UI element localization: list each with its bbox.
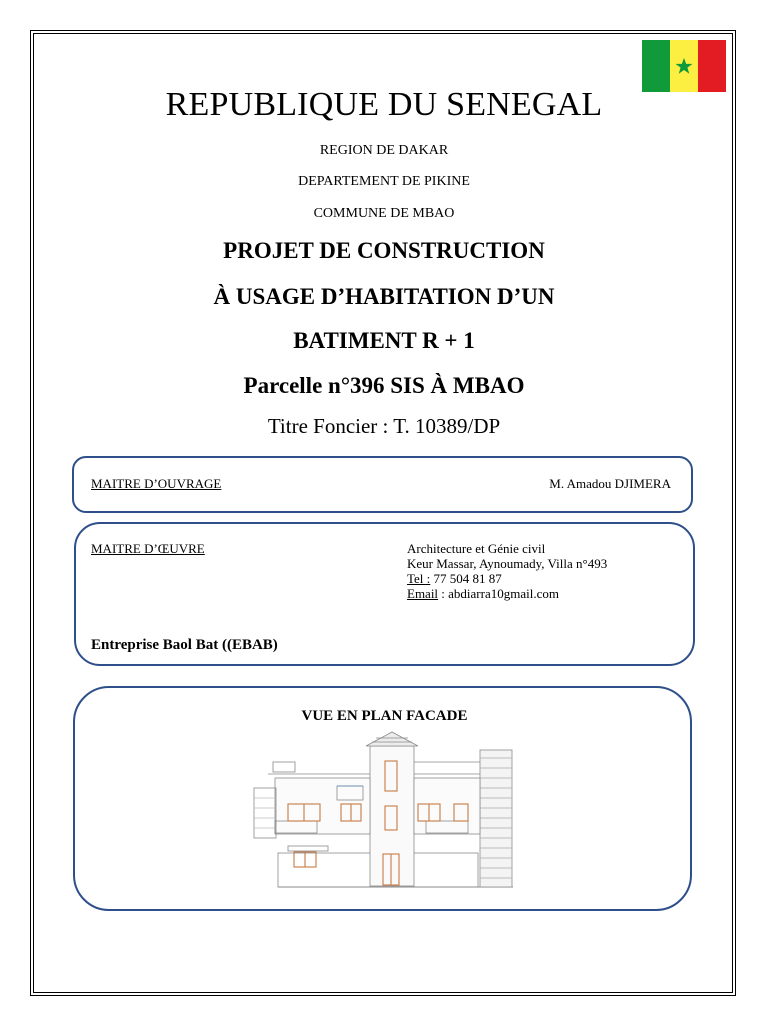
oeuvre-discipline: Architecture et Génie civil [407, 541, 546, 556]
email-label: Email [407, 586, 439, 601]
facade-drawing [248, 728, 520, 888]
phone-label: Tel : [407, 571, 431, 586]
phone-value: 77 504 81 87 [430, 571, 502, 586]
email-value: : abdiarra10gmail.com [438, 586, 559, 601]
project-title-line2: À USAGE D’HABITATION D’UN [213, 284, 555, 309]
region-label: REGION DE DAKAR [319, 143, 449, 158]
country-title: REPUBLIQUE DU SENEGAL [165, 86, 603, 123]
commune-label: COMMUNE DE MBAO [313, 206, 455, 221]
maitre-ouvrage-box [72, 456, 693, 513]
department-label: DEPARTEMENT DE PIKINE [298, 174, 470, 189]
flag-yellow-band [670, 40, 698, 92]
senegal-flag-icon [642, 40, 726, 92]
titre-foncier: Titre Foncier : T. 10389/DP [267, 414, 501, 438]
company-name: Entreprise Baol Bat ((EBAB) [91, 637, 278, 653]
flag-star-icon [675, 57, 693, 75]
maitre-oeuvre-label: MAITRE D’ŒUVRE [91, 541, 205, 556]
oeuvre-email [407, 586, 607, 601]
maitre-oeuvre-details [407, 541, 607, 601]
facade-title: VUE EN PLAN FACADE [301, 708, 468, 724]
maitre-ouvrage-name: M. Amadou DJIMERA [549, 476, 671, 491]
project-parcel: Parcelle n°396 SIS À MBAO [243, 373, 525, 398]
oeuvre-phone [407, 571, 607, 586]
maitre-ouvrage-label: MAITRE D’OUVRAGE [91, 476, 222, 491]
project-title-line3: BATIMENT R + 1 [293, 328, 475, 353]
project-title-line1: PROJET DE CONSTRUCTION [223, 238, 545, 263]
maitre-oeuvre-box [74, 522, 695, 666]
flag-green-band [642, 40, 670, 92]
oeuvre-address: Keur Massar, Aynoumady, Villa n°493 [407, 556, 608, 571]
flag-red-band [698, 40, 726, 92]
